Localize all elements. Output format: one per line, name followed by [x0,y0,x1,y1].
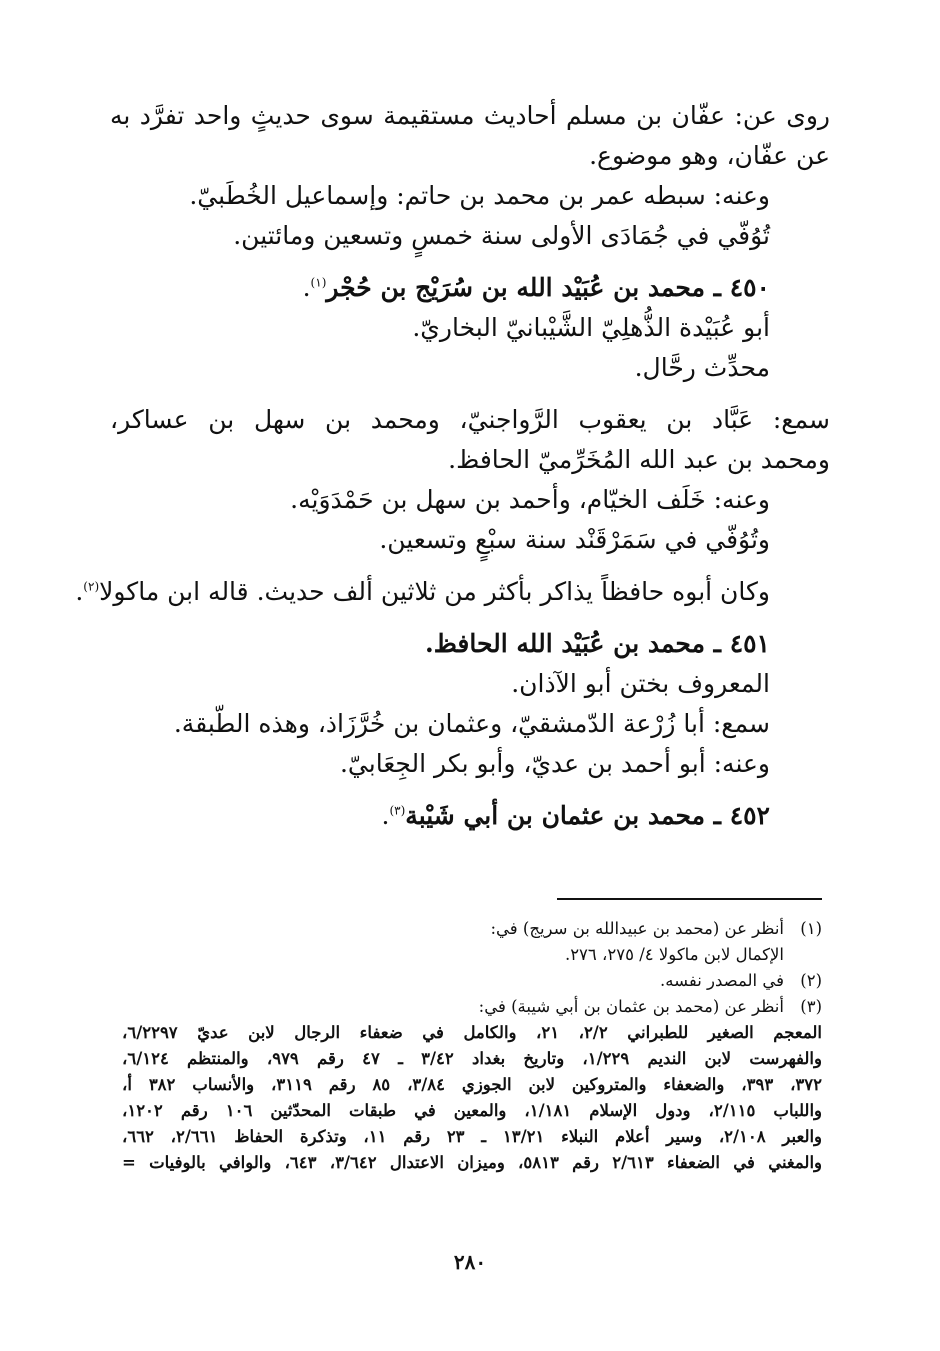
text-line: وعنه: خَلَف الخيّام، وأحمد بن سهل بن حَمْدَوَيْه. [290,485,770,514]
footnote-ref: (٢) [83,579,100,594]
footnote-number: (١) [800,919,822,938]
footnote-line: أنظر عن (محمد بن عثمان بن أبي شيبة) في: [478,997,784,1016]
footnote-sources [122,1020,822,1176]
main-text [75,96,830,836]
text-line: روى عن: عفّان بن مسلم أحاديث مستقيمة سوى حديثٍ واحد تفرَّد به [110,101,830,130]
text-line: تُوُفّي في جُمَادَى الأولى سنة خمسٍ وتسعين ومائتين. [233,221,770,250]
text-line: وعنه: سبطه عمر بن محمد بن حاتم: وإسماعيل الخُطَبيّ. [189,181,770,210]
footnote-1 [122,916,822,968]
entry-heading-452 [110,796,830,836]
footnotes [122,916,822,1176]
footnote-body [122,916,784,968]
text-line: وكان أبوه حافظاً يذاكر بأكثر من ثلاثين ألف حديث. قاله ابن ماكولا [99,577,770,606]
text-line: سمع: عَبَّاد بن يعقوب الرَّواجنيّ، ومحمد بن سهل بن عساكر، [110,405,830,434]
footnote-number: (٢) [800,971,822,990]
footnote-ref: (١) [310,275,327,290]
punctuation: . [381,801,390,830]
footnote-number: (٣) [800,997,822,1016]
footnote-body [122,994,784,1020]
page-number: ٢٨٠ [453,1250,487,1274]
footnote-line: والعبر ٢/١٠٨، وسير أعلام النبلاء ١٣/٢١ ـ ٢٣ رقم ١١، وتذكرة الحفاظ ٢/٦٦١، ٦٦٢، [122,1127,823,1146]
text-line: المعروف بختن أبو الآذان. [511,669,770,698]
text-line: وعنه: أبو أحمد بن عديّ، وأبو بكر الجِعَابيّ. [339,749,770,778]
punctuation: . [75,577,84,606]
footnote-line: واللباب ٢/١١٥، ودول الإسلام ١/١٨١، والمعين في طبقات المحدّثين ١٠٦ رقم ١٢٠٢، [122,1101,823,1120]
entry-heading-451: ٤٥١ ـ محمد بن عُبَيْد الله الحافظ. [424,629,770,658]
footnote-line: في المصدر نفسه. [660,971,784,990]
text-line: سمع: أبا زُرْعة الدّمشقيّ، وعثمان بن خُرَّزَاذ، وهذه الطّبقة. [173,709,770,738]
footnote-divider [557,898,822,900]
entry-heading-text: ٤٥٢ ـ محمد بن عثمان بن أبي شَيْبة [405,801,770,830]
footnote-line: ٣٧٢، ٣٩٣، والضعفاء والمتروكين لابن الجوزي ٣/٨٤، ٨٥ رقم ٣١١٩، والأنساب ٣٨٢ أ، [122,1075,822,1094]
punctuation: . [302,273,311,302]
entry-heading-450 [110,268,830,308]
footnote-line: والمغني في الضعفاء ٢/٦١٣ رقم ٥٨١٣، وميزان الاعتدال ٣/٦٤٢، ٦٤٣، والوافي بالوفيات = [122,1153,823,1172]
footnote-line: والفهرست لابن النديم ١/٢٢٩، وتاريخ بغداد ٣/٤٢ ـ ٤٧ رقم ٩٧٩، والمنتظم ٦/١٢٤، [122,1049,822,1068]
text-line-with-ref [75,572,830,612]
text-line: محدِّث رحَّال. [634,353,770,382]
footnote-ref: (٣) [389,803,406,818]
footnote-line: أنظر عن (محمد بن عبيدالله بن سريج) في: [490,919,784,938]
footnote-line: المعجم الصغير للطبراني ٢/٢، ٢١، والكامل في ضعفاء الرجال لابن عديّ ٦/٢٢٩٧، [122,1023,823,1042]
footnote-2 [122,968,822,994]
text-line: أبو عُبَيْدة الذُّهلِيّ الشَّيْبانيّ البخاريّ. [412,313,770,342]
text-line: عن عفّان، وهو موضوع. [589,141,830,170]
footnote-body [122,968,784,994]
text-line: وتُوُفّي في سَمَرْقَنْد سنة سبْعٍ وتسعين. [379,525,770,554]
footnote-line: الإكمال لابن ماكولا ٤/ ٢٧٥، ٢٧٦. [564,945,784,964]
footnote-3 [122,994,822,1020]
text-line: ومحمد بن عبد الله المُخَرِّميّ الحافظ. [448,445,830,474]
entry-heading-text: ٤٥٠ ـ محمد بن عُبَيْد الله بن سُرَيْج بن حُجْر [326,273,770,302]
